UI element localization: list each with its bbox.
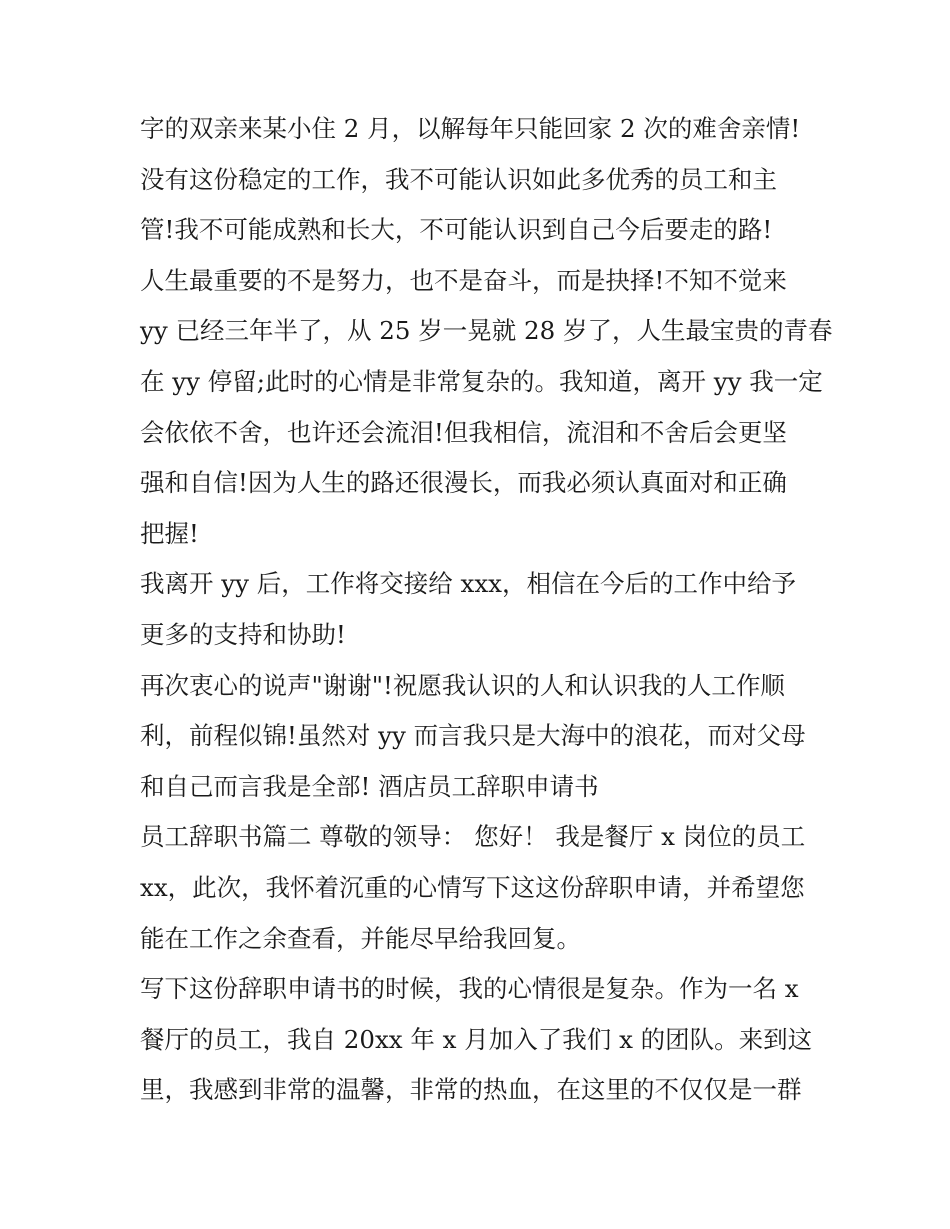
text-line: xx，此次，我怀着沉重的心情写下这这份辞职申请，并希望您: [140, 872, 805, 902]
text-line: 更多的支持和协助!: [140, 619, 346, 649]
text-line: 利，前程似锦!虽然对 yy 而言我只是大海中的浪花，而对父母: [140, 721, 806, 751]
text-line: 会依依不舍，也许还会流泪!但我相信，流泪和不舍后会更坚: [140, 417, 787, 447]
text-line: yy 已经三年半了，从 25 岁一晃就 28 岁了，人生最宝贵的青春: [140, 316, 833, 346]
text-line: 和自己而言我是全部! 酒店员工辞职申请书: [140, 771, 599, 801]
text-line: 餐厅的员工，我自 20xx 年 x 月加入了我们 x 的团队。来到这: [140, 1024, 813, 1054]
text-line: 字的双亲来某小住 2 月，以解每年只能回家 2 次的难舍亲情!: [140, 114, 801, 143]
text-line: 没有这份稳定的工作，我不可能认识如此多优秀的员工和主: [140, 164, 777, 194]
text-line: 在 yy 停留;此时的心情是非常复杂的。我知道，离开 yy 我一定: [140, 366, 823, 396]
document-body: [140, 104, 833, 1116]
text-line: 管!我不可能成熟和长大，不可能认识到自己今后要走的路!: [140, 215, 773, 245]
text-line: 员工辞职书篇二 尊敬的领导： 您好！ 我是餐厅 x 岗位的员工: [140, 822, 806, 852]
text-line: 能在工作之余查看，并能尽早给我回复。: [140, 923, 581, 953]
text-line: 把握!: [140, 518, 199, 548]
text-line: 写下这份辞职申请书的时候，我的心情很是复杂。作为一名 x: [140, 974, 799, 1004]
text-line: 强和自信!因为人生的路还很漫长，而我必须认真面对和正确: [140, 468, 787, 498]
text-line: 再次衷心的说声"谢谢"!祝愿我认识的人和认识我的人工作顺: [140, 670, 785, 700]
text-line: 我离开 yy 后，工作将交接给 xxx，相信在今后的工作中给予: [140, 569, 796, 599]
text-line: 人生最重要的不是努力，也不是奋斗，而是抉择!不知不觉来: [140, 265, 787, 295]
text-line: 里，我感到非常的温馨，非常的热血，在这里的不仅仅是一群: [140, 1075, 802, 1105]
